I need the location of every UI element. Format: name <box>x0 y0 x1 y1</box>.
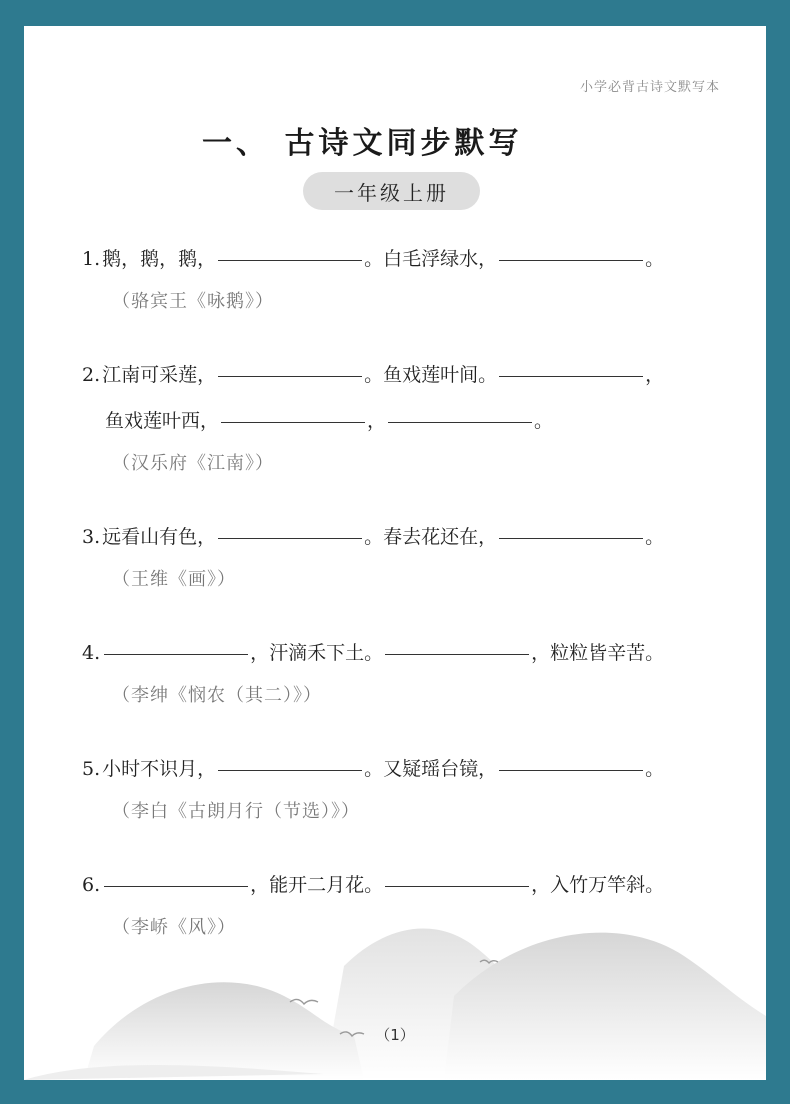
poem-text: 江南可采莲， <box>102 364 217 386</box>
exercise-item <box>82 514 722 600</box>
exercise-number: 3. <box>82 526 101 548</box>
book-title: 小学必背古诗文默写本 <box>579 80 720 95</box>
exercise-line <box>82 862 722 908</box>
poem-text: ，粒粒皆辛苦。 <box>531 642 665 664</box>
poem-text: ， <box>367 410 387 432</box>
poem-source: （李峤《风》） <box>112 917 236 938</box>
poem-text: 。 <box>645 526 665 548</box>
exercise-line <box>82 398 722 444</box>
answer-blank[interactable] <box>221 421 365 423</box>
poem-text: 。白毛浮绿水， <box>364 248 498 270</box>
page-number: （1） <box>375 1026 415 1044</box>
poem-text: 远看山有色， <box>102 526 217 548</box>
poem-text: ，入竹万竿斜。 <box>531 874 665 896</box>
poem-source: （王维《画》） <box>112 569 236 590</box>
answer-blank[interactable] <box>218 537 362 539</box>
exercise-item <box>82 236 722 322</box>
poem-text: 。鱼戏莲叶间。 <box>364 364 498 386</box>
poem-text: ， <box>645 364 665 386</box>
poem-source: （李白《古朗月行（节选）》） <box>112 801 360 822</box>
answer-blank[interactable] <box>499 375 643 377</box>
poem-text: ，汗滴禾下土。 <box>250 642 384 664</box>
poem-text: 。 <box>645 248 665 270</box>
exercise-line <box>82 746 722 792</box>
poem-text: 小时不识月， <box>102 758 217 780</box>
poem-text: 。又疑瑶台镜， <box>364 758 498 780</box>
answer-blank[interactable] <box>499 537 643 539</box>
answer-blank[interactable] <box>104 653 248 655</box>
answer-blank[interactable] <box>499 769 643 771</box>
poem-source: （李绅《悯农（其二）》） <box>112 685 322 706</box>
answer-blank[interactable] <box>218 259 362 261</box>
exercise-item <box>82 630 722 716</box>
exercise-number: 1. <box>82 248 101 270</box>
worksheet-page <box>24 26 766 1080</box>
answer-blank[interactable] <box>385 885 529 887</box>
exercise-line <box>82 514 722 560</box>
answer-blank[interactable] <box>104 885 248 887</box>
exercise-number: 5. <box>82 758 101 780</box>
answer-blank[interactable] <box>218 769 362 771</box>
poem-text: 鹅，鹅，鹅， <box>102 248 217 270</box>
exercise-line <box>82 352 722 398</box>
poem-text: 。 <box>645 758 665 780</box>
poem-text: 鱼戏莲叶西， <box>105 410 220 432</box>
exercise-number: 6. <box>82 874 101 896</box>
answer-blank[interactable] <box>499 259 643 261</box>
answer-blank[interactable] <box>388 421 532 423</box>
poem-text: ，能开二月花。 <box>250 874 384 896</box>
exercise-line <box>82 236 722 282</box>
exercise-line <box>82 630 722 676</box>
poem-source: （汉乐府《江南》） <box>112 453 274 474</box>
grade-badge: 一年级上册 <box>303 172 480 210</box>
exercise-list <box>82 236 722 978</box>
mountain-landscape-illustration <box>24 906 766 1080</box>
section-title: 一、 古诗文同步默写 <box>202 126 523 161</box>
poem-text: 。 <box>534 410 554 432</box>
answer-blank[interactable] <box>385 653 529 655</box>
exercise-number: 2. <box>82 364 101 386</box>
exercise-number: 4. <box>82 642 101 664</box>
exercise-item <box>82 746 722 832</box>
answer-blank[interactable] <box>218 375 362 377</box>
exercise-item <box>82 352 722 484</box>
poem-source: （骆宾王《咏鹅》） <box>112 291 274 312</box>
poem-text: 。春去花还在， <box>364 526 498 548</box>
